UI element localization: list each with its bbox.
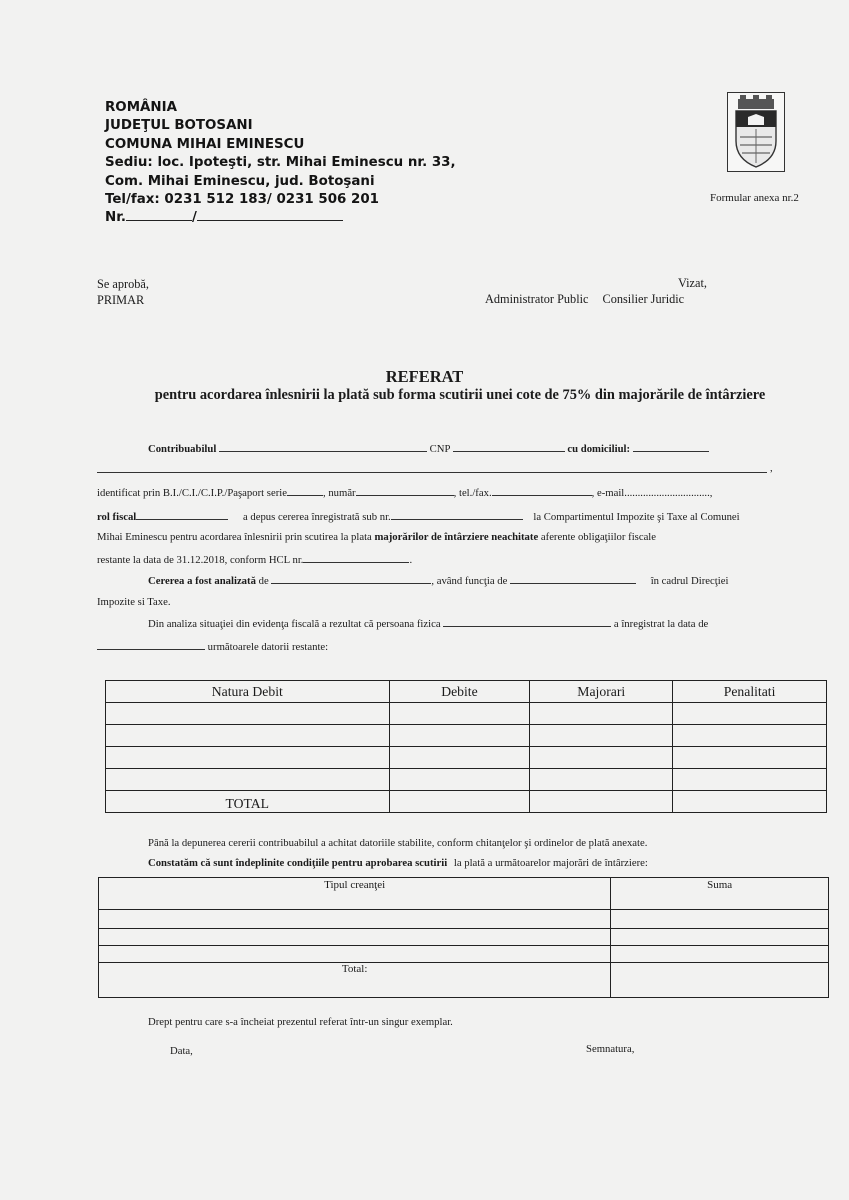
table-row (106, 703, 827, 725)
hcl-label: restante la data de 31.12.2018, conform HCL nr. (97, 554, 304, 566)
tax-department-label: Impozite si Taxe. (97, 596, 171, 608)
table-header-row (106, 681, 827, 703)
table-cell[interactable] (673, 769, 827, 791)
column-header: Tipul creanţei (99, 878, 611, 910)
table-row (99, 929, 829, 946)
table-cell[interactable] (106, 725, 390, 747)
table-cell[interactable] (530, 725, 673, 747)
registered-date-field[interactable] (97, 640, 205, 650)
table-cell[interactable] (611, 929, 829, 946)
table-cell[interactable] (611, 946, 829, 963)
by-label: de (258, 575, 269, 587)
telfax-field[interactable] (492, 486, 592, 496)
table-header-row (99, 878, 829, 910)
issuer-header (105, 99, 456, 228)
mayor-label: PRIMAR (97, 293, 145, 307)
column-header: Penalitati (673, 681, 827, 703)
analyst-name-field[interactable] (271, 574, 431, 584)
table-cell[interactable] (99, 910, 611, 929)
registration-number-line (105, 209, 456, 227)
hcl-line (97, 553, 412, 566)
purpose-bold-text: majorărilor de întârziere neachitate (374, 531, 539, 543)
taxpayer-label: Contribuabilul (148, 443, 217, 455)
table-cell[interactable] (673, 791, 827, 813)
table-row (99, 946, 829, 963)
telfax-label: , tel./fax. (453, 487, 492, 499)
table-cell[interactable] (673, 703, 827, 725)
fiscal-role-label: rol fiscal (97, 511, 137, 523)
hcl-end: . (409, 554, 413, 566)
table-cell[interactable] (530, 747, 673, 769)
endorsers-row (485, 292, 684, 307)
column-header: Suma (611, 878, 829, 910)
column-header: Majorari (530, 681, 673, 703)
total-label: Total: (99, 963, 611, 998)
cnp-field[interactable] (453, 442, 565, 452)
table-cell[interactable] (106, 747, 390, 769)
table-cell[interactable] (106, 769, 390, 791)
table-cell[interactable] (673, 725, 827, 747)
hcl-number-field[interactable] (303, 553, 409, 563)
vizat-label: Vizat, (678, 276, 707, 290)
total-row (99, 963, 829, 998)
conditions-text: la plată a următoarelor majorări de întârziere: (453, 857, 648, 869)
fiscal-role-field[interactable] (136, 510, 228, 520)
table-cell[interactable] (611, 910, 829, 929)
table-row (106, 769, 827, 791)
fiscal-analysis-line (148, 617, 708, 630)
registered-date-label: a înregistrat la data de (613, 618, 709, 630)
header-line: Tel/fax: 0231 512 183/ 0231 506 201 (105, 192, 379, 208)
analyzed-label: Cererea a fost analizată (148, 575, 256, 587)
exemption-table (98, 877, 829, 998)
taxpayer-line (148, 442, 709, 455)
header-line: JUDEŢUL BOTOSANI (105, 118, 253, 134)
analysis-line (148, 574, 728, 587)
nr-label: Nr. (105, 210, 126, 226)
identity-doc-label: identificat prin B.I./C.I./C.I.P./Paşaport serie (97, 487, 287, 499)
date-label: Data, (170, 1045, 193, 1057)
person-name-field[interactable] (443, 617, 611, 627)
identity-line (97, 486, 712, 499)
table-cell[interactable] (530, 703, 673, 725)
legal-advisor-label: Consilier Juridic (602, 292, 685, 306)
conditions-statement (148, 857, 648, 869)
commune-coat-of-arms-icon (727, 92, 785, 172)
table-cell[interactable] (99, 946, 611, 963)
fiscal-role-line (97, 510, 740, 523)
taxpayer-name-field[interactable] (219, 442, 427, 452)
function-label: , având funcţia de (431, 575, 508, 587)
debts-label: următoarele datorii restante: (207, 641, 329, 653)
date-blank[interactable] (197, 209, 343, 221)
document-subtitle: pentru acordarea înlesnirii la plată sub forma scutirii unei cote de 75% din majorările de întârziere (154, 387, 766, 403)
document-title: REFERAT (385, 367, 464, 386)
payments-statement: Până la depunerea cererii contribuabilul a achitat datoriile stabilite, conform chitanţelor şi ordinelor de plată anexate. (148, 837, 648, 849)
table-cell[interactable] (673, 747, 827, 769)
table-row (99, 910, 829, 929)
table-cell[interactable] (530, 791, 673, 813)
signature-label: Semnatura, (586, 1043, 635, 1055)
purpose-line (97, 531, 656, 543)
request-number-field[interactable] (391, 510, 523, 520)
conditions-bold-text: Constatăm că sunt îndeplinite condiţiile pentru aprobarea scutirii (148, 857, 448, 869)
purpose-end-text: aferente obligaţiilor fiscale (540, 531, 657, 543)
table-cell[interactable] (389, 747, 530, 769)
table-cell[interactable] (389, 769, 530, 791)
analysis-text: Din analiza situaţiei din evidenţa fiscală a rezultat că persoana fizica (148, 618, 441, 630)
table-cell[interactable] (611, 963, 829, 998)
approval-label: Se aprobă, (97, 277, 149, 291)
total-row (106, 791, 827, 813)
number-field[interactable] (356, 486, 454, 496)
table-cell[interactable] (389, 725, 530, 747)
column-header: Debite (389, 681, 530, 703)
cnp-label: CNP (429, 443, 451, 455)
request-registered-label: a depus cererea înregistrată sub nr. (242, 511, 391, 523)
table-row (106, 725, 827, 747)
domicile-end-comma: , (770, 462, 773, 474)
debts-line (97, 640, 328, 653)
purpose-text: Mihai Eminescu pentru acordarea înlesnirii prin scutirea la plata (97, 531, 372, 543)
closing-statement: Drept pentru care s-a încheiat prezentul referat într-un singur exemplar. (148, 1016, 453, 1028)
domicile-continuation-field[interactable] (97, 461, 767, 473)
email-label: , e-mail................................, (591, 487, 713, 499)
mayor-approval (97, 276, 149, 308)
within-department-label: în cadrul Direcţiei (650, 575, 729, 587)
table-row (106, 747, 827, 769)
header-line: Sediu: loc. Ipoteşti, str. Mihai Eminescu nr. 33, (105, 155, 456, 171)
department-label: la Compartimentul Impozite şi Taxe al Comunei (533, 511, 740, 523)
nr-separator: / (192, 210, 197, 226)
table-cell[interactable] (389, 703, 530, 725)
table-cell[interactable] (389, 791, 530, 813)
function-field[interactable] (510, 574, 636, 584)
header-line: ROMÂNIA (105, 100, 177, 115)
header-line: COMUNA MIHAI EMINESCU (105, 136, 305, 152)
total-label: TOTAL (106, 791, 390, 813)
table-cell[interactable] (99, 929, 611, 946)
table-cell[interactable] (106, 703, 390, 725)
domicile-label: cu domiciliul: (567, 443, 631, 455)
domicile-field[interactable] (633, 442, 709, 452)
form-annex-label: Formular anexa nr.2 (710, 192, 799, 204)
public-administrator-label: Administrator Public (485, 292, 589, 306)
column-header: Natura Debit (106, 681, 390, 703)
nr-blank[interactable] (126, 209, 192, 221)
table-cell[interactable] (530, 769, 673, 791)
header-line: Com. Mihai Eminescu, jud. Botoşani (105, 173, 375, 189)
outstanding-debts-table (105, 680, 827, 813)
series-field[interactable] (287, 486, 323, 496)
number-label: , număr (322, 487, 356, 499)
